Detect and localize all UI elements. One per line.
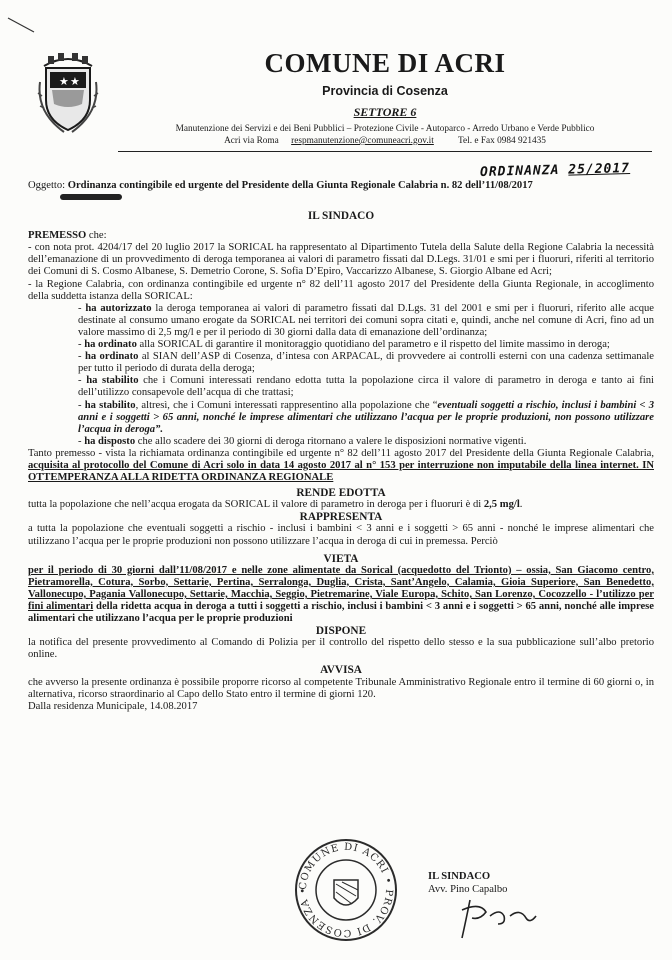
rende-edotta-text: tutta la popolazione che nell’acqua erogata da SORICAL il valore di parametro in deroga per i fluoruri è di 2,5 mg/l.	[28, 499, 523, 511]
handwritten-prefix: ORDINANZA	[479, 162, 560, 180]
vieta-text: per il periodo di 30 giorni dall’11/08/2017 e nelle zone alimentate da Sorical (acquedotto del Trionto) – ossia, San Giacomo centro, Pietramorella, Cotura, Sorbo, Settarie, Pertina, Serralonga, Duglia, Crista, Sant’Angelo, Calamia, Gioia Superiore, San Benedetto, Vallonecupo, Pagania Vallonecupo, Settarie, Macchia, Seggio, Pietremarine, Viale Europa, Schito, San Lorenzo, Cocozzello - l’utilizzo per fini alimentari della ridetta acqua in deroga a tutti i soggetti a rischio, inclusi i bambini < 3 anni e i soggetti > 65 anni, nonché alle imprese alimentari che utilizzano l’acqua per le proprie produzioni	[28, 564, 654, 625]
list-item: - ha stabilito che i Comuni interessati rendano edotta tutta la popolazione circa il valore di parametro in deroga e tanto ai fini dell’utilizzo consapevole dell’acqua di che trattasi;	[78, 375, 654, 399]
address: Acri via Roma	[224, 136, 279, 146]
signatory-name: Avv. Pino Capalbo	[428, 884, 508, 895]
signatory-title: IL SINDACO	[428, 871, 491, 882]
municipality-title: COMUNE DI ACRI	[264, 48, 506, 78]
municipal-seal-stamp	[292, 836, 400, 944]
redaction-smudge	[60, 194, 122, 200]
municipal-crest-icon	[34, 52, 102, 134]
place-date: Dalla residenza Municipale, 14.08.2017	[28, 700, 198, 712]
premesso-paragraph-2: - la Regione Calabria, con ordinanza contingibile ed urgente n° 82 dell’11 agosto 2017 del Presidente della Giunta Regionale, in accoglimento della suddetta istanza della SORICAL:	[28, 278, 654, 302]
il-sindaco-heading: IL SINDACO	[307, 210, 375, 223]
rende-edotta-heading: RENDE EDOTTA	[296, 487, 386, 500]
handwritten-ordinance-number	[480, 161, 630, 180]
phone-fax: Tel. e Fax 0984 921435	[458, 136, 546, 146]
svg-text:★: ★	[59, 75, 69, 88]
protocol-note: acquisita al protocollo del Comune di Acri solo in data 14 agosto 2017 al n° 153 per interruzione non imputabile della linea internet. IN OTTEMPERANZA ALLA RIDETTA ORDINANZA REGIONALE	[28, 459, 654, 484]
corner-scribble-mark	[6, 14, 36, 38]
handwritten-signature	[440, 890, 560, 940]
dispone-heading: DISPONE	[315, 625, 367, 638]
dispone-text: la notifica del presente provvedimento al Comando di Polizia per il controllo del rispetto dello stesso e la sua pubblicazione sull’albo pretorio online.	[28, 637, 654, 661]
avvisa-heading: AVVISA	[320, 664, 362, 677]
handwritten-number: 25/2017	[568, 161, 631, 178]
subject-line	[28, 180, 654, 192]
svg-text:COMUNE DI ACRI • PROV. DI COSE: COMUNE DI ACRI • PROV. DI COSENZA •	[297, 841, 395, 939]
avvisa-text: che avverso la presente ordinanza è possibile proporre ricorso al competente Tribunale Amministrativo Regionale entro il termine di 60 giorni o, in alternativa, ricorso straordinario al Capo dello Stato entro il termine di giorni 120.	[28, 676, 654, 700]
vieta-heading: VIETA	[323, 552, 359, 565]
list-item: - ha ordinato alla SORICAL di garantire il monitoraggio quotidiano del parametro e il rispetto del limite massimo in deroga;	[78, 339, 610, 351]
premesso-heading: PREMESSO	[28, 230, 87, 242]
letterhead	[118, 42, 652, 147]
contact-line	[118, 135, 652, 147]
fluoride-value: 2,5 mg/l	[483, 499, 520, 511]
sector-label: SETTORE 6	[353, 105, 417, 119]
list-item: - ha autorizzato la deroga temporanea ai valori di parametro fissati dal D.Lgs. 31 del 2001 e smi per i fluoruri, riferito alle acque destinate al consumo umano erogate da SORICAL nei territori dei comuni sopra citati e, quindi, anche nel comune di Acri, fino ad un valore massimo di 2,5 mg/l e per il periodo di 30 giorni dalla data di emanazione dell’ordinanza;	[78, 302, 654, 338]
document-body	[28, 180, 654, 713]
rappresenta-heading: RAPPRESENTA	[299, 511, 383, 524]
list-item: - ha stabilito, altresì, che i Comuni interessati rappresentino alla popolazione che “eventuali soggetti a rischio, inclusi i bambini < 3 anni e i soggetti > 65 anni, nonché le imprese alimentari che utilizzano l’acqua per le proprie produzioni, non possono utilizzare l’acqua in deroga”.	[78, 399, 655, 435]
subject-text: Ordinanza contingibile ed urgente del Presidente della Giunta Regionale Calabria n. 82 dell’11/08/2017	[67, 180, 533, 191]
subject-label: Oggetto:	[28, 180, 66, 191]
premesso-heading-line	[28, 230, 654, 242]
header-divider	[118, 151, 652, 152]
premesso-heading-tail: che:	[86, 230, 107, 242]
email-link[interactable]: respmanutenzione@comuneacri.gov.it	[291, 136, 434, 146]
province-name: Provincia di Cosenza	[322, 84, 448, 98]
list-item: - ha ordinato al SIAN dell’ASP di Cosenza, d’intesa con ARPACAL, di provvedere ai controlli esterni con una cadenza settimanale per tutto il periodo di durata della deroga;	[78, 351, 654, 375]
tanto-premesso-paragraph: Tanto premesso - vista la richiamata ordinanza contingibile ed urgente n° 82 dell’11 agosto 2017 del Presidente della Giunta Regionale Calabria, acquisita al protocollo del Comune di Acri solo in data 14 agosto 2017 al n° 153 per interruzione non imputabile della linea internet. IN OTTEMPERANZA ALLA RIDETTA ORDINANZA REGIONALE	[28, 447, 654, 484]
rappresenta-text: a tutta la popolazione che eventuali soggetti a rischio - inclusi i bambini < 3 anni e i soggetti > 65 anni - nonché le imprese alimentari che utilizzano l’acqua per le proprie produzioni non possono utilizzare l’acqua in deroga di cui in premessa. Perciò	[28, 523, 654, 547]
list-item: - ha disposto che allo scadere dei 30 giorni di deroga ritornano a valere le disposizioni normative vigenti.	[78, 435, 527, 447]
svg-text:★: ★	[70, 75, 80, 88]
sector-description: Manutenzione dei Servizi e dei Beni Pubblici – Protezione Civile - Autoparco - Arredo Urbano e Verde Pubblico	[175, 124, 595, 134]
premesso-paragraph-1: - con nota prot. 4204/17 del 20 luglio 2017 la SORICAL ha rappresentato al Dipartimento Tutela della Salute della Regione Calabria la necessità dell’emanazione di un provvedimento di deroga temporanea ai valori di parametro fissati dal D.Legs. 31/01 e smi per i fluoruri, riferiti al territorio dei Comuni di S. Cosmo Albanese, S. Demetrio Corone, S. Sofia D’Epiro, Vaccarizzo Albanese, S. Giorgio Albane ed Acri;	[28, 242, 654, 278]
